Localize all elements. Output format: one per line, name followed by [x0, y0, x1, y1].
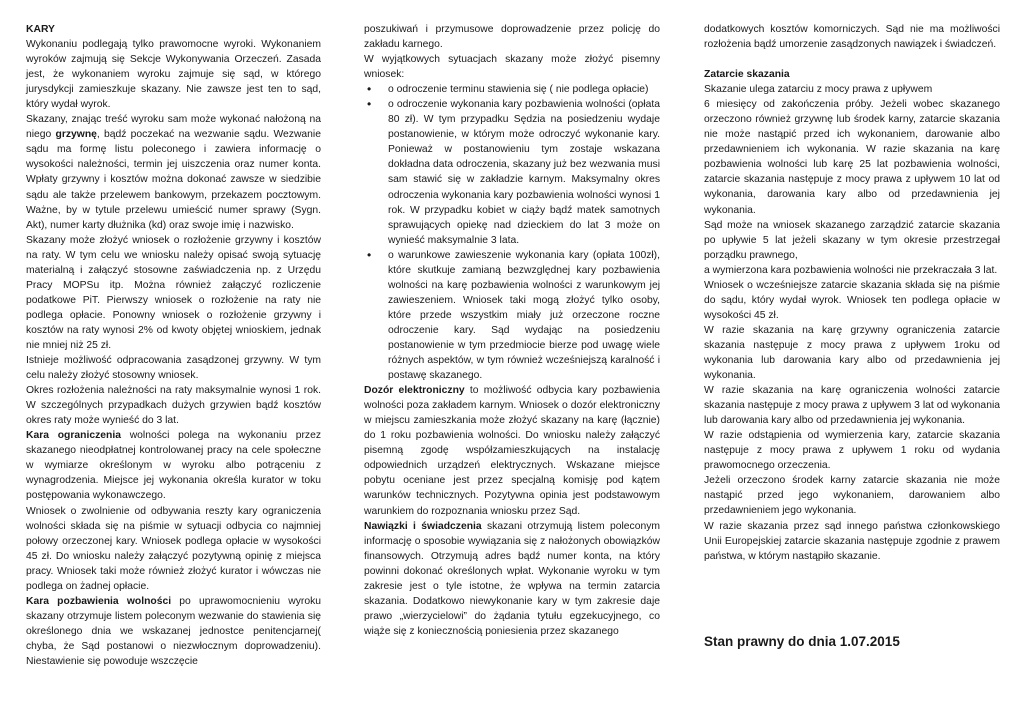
- text-run: , bądź poczekać na wezwanie sądu. Wezwanie sądu ma formę listu poleconego i zawiera informację o wysokości należności, termin jej uiszczenia oraz numer konta. Wpłaty grzywny i kosztów można dokonać zawsze w siedzibie sądu ale także przelewem bankowym, przekazem pocztowym. Ważne, by w tytule przelewu umieścić numer sprawy (Sygn. Akt), numer karty dłużnika (kd) oraz swoje imię i nazwisko.: [26, 129, 321, 231]
- paragraph: [364, 383, 660, 518]
- text-run: to możliwość odbycia kary pozbawienia wolności poza zakładem karnym. Wniosek o dozór elektroniczny w miejscu zamieszkania może złożyć skazany na karę (łącznie) do 1 roku pozbawienia wolności. Do wniosku należy załączyć pisemną zgodę współzamieszkujących na instalację odpowiednich urządzeń elektrycznych. Wskazane miejsce pobytu oceniane jest przez specjalną komisję pod kątem warunków technicznych. Pozytywna opinia jest podstawowym warunkiem do rozpoznania wniosku przez Sąd.: [364, 385, 660, 517]
- section-heading-zatarcie-skazania: Zatarcie skazania: [704, 69, 790, 81]
- paragraph: Skazany może złożyć wniosek o rozłożenie grzywny i kosztów na raty. W tym celu we wniosku należy opisać swoją sytuację materialną i załączyć stosowne zaświadczenia np. z Urzędu Pracy MOPSu itp. Można również załączyć rozliczenie podatkowe PiT. Pierwszy wniosek o rozłożenie na raty nie podlega opłacie. Ponowny wniosek o rozłożenie grzywny i kosztów na raty wynosi 2% od kwoty objętej wnioskiem, jednak nie mniej niż 25 zł.: [26, 234, 321, 351]
- paragraph: Wykonaniu podlegają tylko prawomocne wyroki. Wykonaniem wyroków zajmują się Sekcje Wykonywania Orzeczeń. Zasada jest, że wykonaniem wyroku zajmuje się sąd, w którego jurysdykcji zamieszkuje skazany. Nie zawsze jest ten to sąd, który wydał wyrok.: [26, 39, 321, 111]
- term-kara-pozbawienia-wolnosci: Kara pozbawienia wolności: [26, 595, 172, 607]
- term-nawiazki-i-swiadczenia: Nawiązki i świadczenia: [364, 520, 482, 532]
- paragraph: W wyjątkowych sytuacjach skazany może złożyć pisemny wniosek:: [364, 54, 660, 81]
- paragraph: Jeżeli orzeczono środek karny zatarcie skazania nie może nastąpić przed jego wykonaniem, darowaniem albo przedawnieniem jego wykonania.: [704, 475, 1000, 517]
- legal-status-date: Stan prawny do dnia 1.07.2015: [704, 634, 900, 649]
- paragraph: Skazanie ulega zatarciu z mocy prawa z upływem: [704, 84, 933, 96]
- paragraph: Wniosek o zwolnienie od odbywania reszty kary ograniczenia wolności składa się na piśmie w sytuacji odbycia co najmniej połowy orzeczonej kary. Wniosek podlega opłacie w wysokości 45 zł. Do wniosku należy załączyć pozytywną opinię z miejsca pracy. Wniosek taki może również złożyć kurator i wówczas nie podlega on żadnej opłacie.: [26, 505, 321, 592]
- term-dozor-elektroniczny: Dozór elektroniczny: [364, 385, 465, 397]
- column-right: [704, 22, 1000, 564]
- paragraph: W razie odstąpienia od wymierzenia kary, zatarcie skazania następuje z mocy prawa z upływem 1 roku od wydania prawomocnego orzeczenia.: [704, 430, 1000, 472]
- spacer: [704, 52, 1000, 67]
- paragraph: Okres rozłożenia należności na raty maksymalnie wynosi 1 rok. W szczególnych przypadkach dużych grzywien bądź kosztów okres raty może wynieść do 3 lat.: [26, 385, 321, 427]
- paragraph: [26, 594, 321, 669]
- section-heading-kary: KARY: [26, 24, 55, 35]
- paragraph: Istnieje możliwość odpracowania zasądzonej grzywny. W tym celu należy złożyć stosowny wniosek.: [26, 355, 321, 382]
- text-run: Skazany, znając treść wyroku sam może wykonać nałożoną na niego: [26, 114, 321, 141]
- paragraph: dodatkowych kosztów komorniczych. Sąd nie ma możliwości rozłożenia bądź umorzenie zasądzonych nawiązek i świadczeń.: [704, 24, 1000, 51]
- text-run: po uprawomocnieniu wyroku skazany otrzymuje listem poleconym wezwanie do stawienia się określonego dnia we wskazanej jednostce penitencjarnej( chyba, że Sąd postanowi o niezwłocznym doprowadzeniu). Niestawienie się powoduje wszczęcie: [26, 595, 322, 667]
- paragraph: W razie skazania przez sąd innego państwa członkowskiego Unii Europejskiej zatarcie skazania następuje zgodnie z prawem państwa, w którym nastąpiło skazanie.: [704, 520, 1000, 562]
- paragraph: [26, 428, 321, 503]
- paragraph: W razie skazania na karę ograniczenia wolności zatarcie skazania następuje z mocy prawa z upływem 3 lat od wykonania lub darowania kary albo od przedawnienia jej wykonania.: [704, 385, 1000, 427]
- paragraph: W razie skazania na karę grzywny ograniczenia zatarcie skazania następuje z mocy prawa z upływem 1roku od wykonania lub darowania kary albo od przedawnienia jej wykonania.: [704, 324, 1000, 382]
- term-kara-ograniczenia: Kara ograniczenia: [26, 430, 121, 442]
- column-left: [26, 22, 321, 669]
- column-middle: [364, 22, 660, 639]
- paragraph: Wniosek o wcześniejsze zatarcie skazania składa się na piśmie do sądu, który wydał wyrok. Wniosek ten podlega opłacie w wysokości 45 zł.: [704, 279, 1000, 321]
- bullet-list: [364, 82, 660, 383]
- list-item: • o odroczenie wykonania kary pozbawienia wolności (opłata 80 zł). W tym przypadku Sędzia na posiedzeniu wydaje postanowienie, w którym może odroczyć wykonanie kary. Ponieważ w postanowieniu tym zostaje wskazana dokładna data odroczenia, skazany już bez wezwania musi sam stawić się w zakładzie karnym. Maksymalny okres odroczenia wykonania kary pozbawienia wolności wynosi 1 rok. W przypadku kobiet w ciąży bądź matek samotnych sprawujących opiekę nad dzieckiem do lat 3 może on wynieść maksymalnie 3 lata.: [364, 97, 660, 247]
- list-item: • o warunkowe zawieszenie wykonania kary (opłata 100zł), które skutkuje zamianą bezwzględnej kary pozbawienia wolności na karę pozbawienia wolności z warunkowym jej zawieszeniem. Wniosek taki mogą złożyć tylko osoby, które przede wszystkim miały już orzeczone roczne odroczenie kary. Sąd wydając na posiedzeniu postanowienie w tym przedmiocie bierze pod uwagę wiele różnych aspektów, w tym również wcześniejszą karalność i postawę skazanego.: [364, 248, 660, 383]
- paragraph: 6 miesięcy od zakończenia próby. Jeżeli wobec skazanego orzeczono również grzywnę lub środek karny, zatarcie skazania nie może nastąpić przed ich wykonaniem, darowanie albo przedawnieniem ich wykonania. W razie skazania na karę pozbawienia wolności lub karę 25 lat pozbawienia wolności, zatarcie skazania następuje z mocy prawa z upływem 10 lat od wykonania, darowania kary albo od przedawnienia jej wykonania.: [704, 99, 1000, 216]
- list-item: • o odroczenie terminu stawienia się ( nie podlega opłacie): [364, 82, 660, 97]
- term-grzywna: grzywnę: [55, 129, 97, 141]
- text-run: skazani otrzymują listem poleconym informację o sposobie wywiązania się z nałożonych obowiązków finansowych. Otrzymują adres bądź numer konta, na który powinni dokonać określonych wpłat. Wykonanie wyroku w tym zakresie jest o tyle istotne, że wpływa na termin zatarcia skazania. Dodatkowo niewykonanie kary w tym zakresie daje prawo „wierzycielowi” do żądania tytułu egzekucyjnego, co wiąże się z koniecznością poniesienia przez skazanego: [364, 520, 660, 637]
- paragraph: poszukiwań i przymusowe doprowadzenie przez policję do zakładu karnego.: [364, 24, 660, 51]
- paragraph: Sąd może na wniosek skazanego zarządzić zatarcie skazania po upływie 5 lat jeżeli skazany w tym okresie przestrzegał porządku prawnego,: [704, 219, 1000, 261]
- text-run: wolności polega na wykonaniu przez skazanego nieodpłatnej kontrolowanej pracy na cele społeczne w wymiarze określonym w wyroku albo potrąceniu z wynagrodzenia. Miejsce jej wykonania określa kurator w toku postępowania wykonawczego.: [26, 430, 321, 502]
- paragraph: a wymierzona kara pozbawienia wolności nie przekraczała 3 lat.: [704, 264, 998, 276]
- paragraph: [26, 112, 321, 232]
- paragraph: [364, 519, 660, 639]
